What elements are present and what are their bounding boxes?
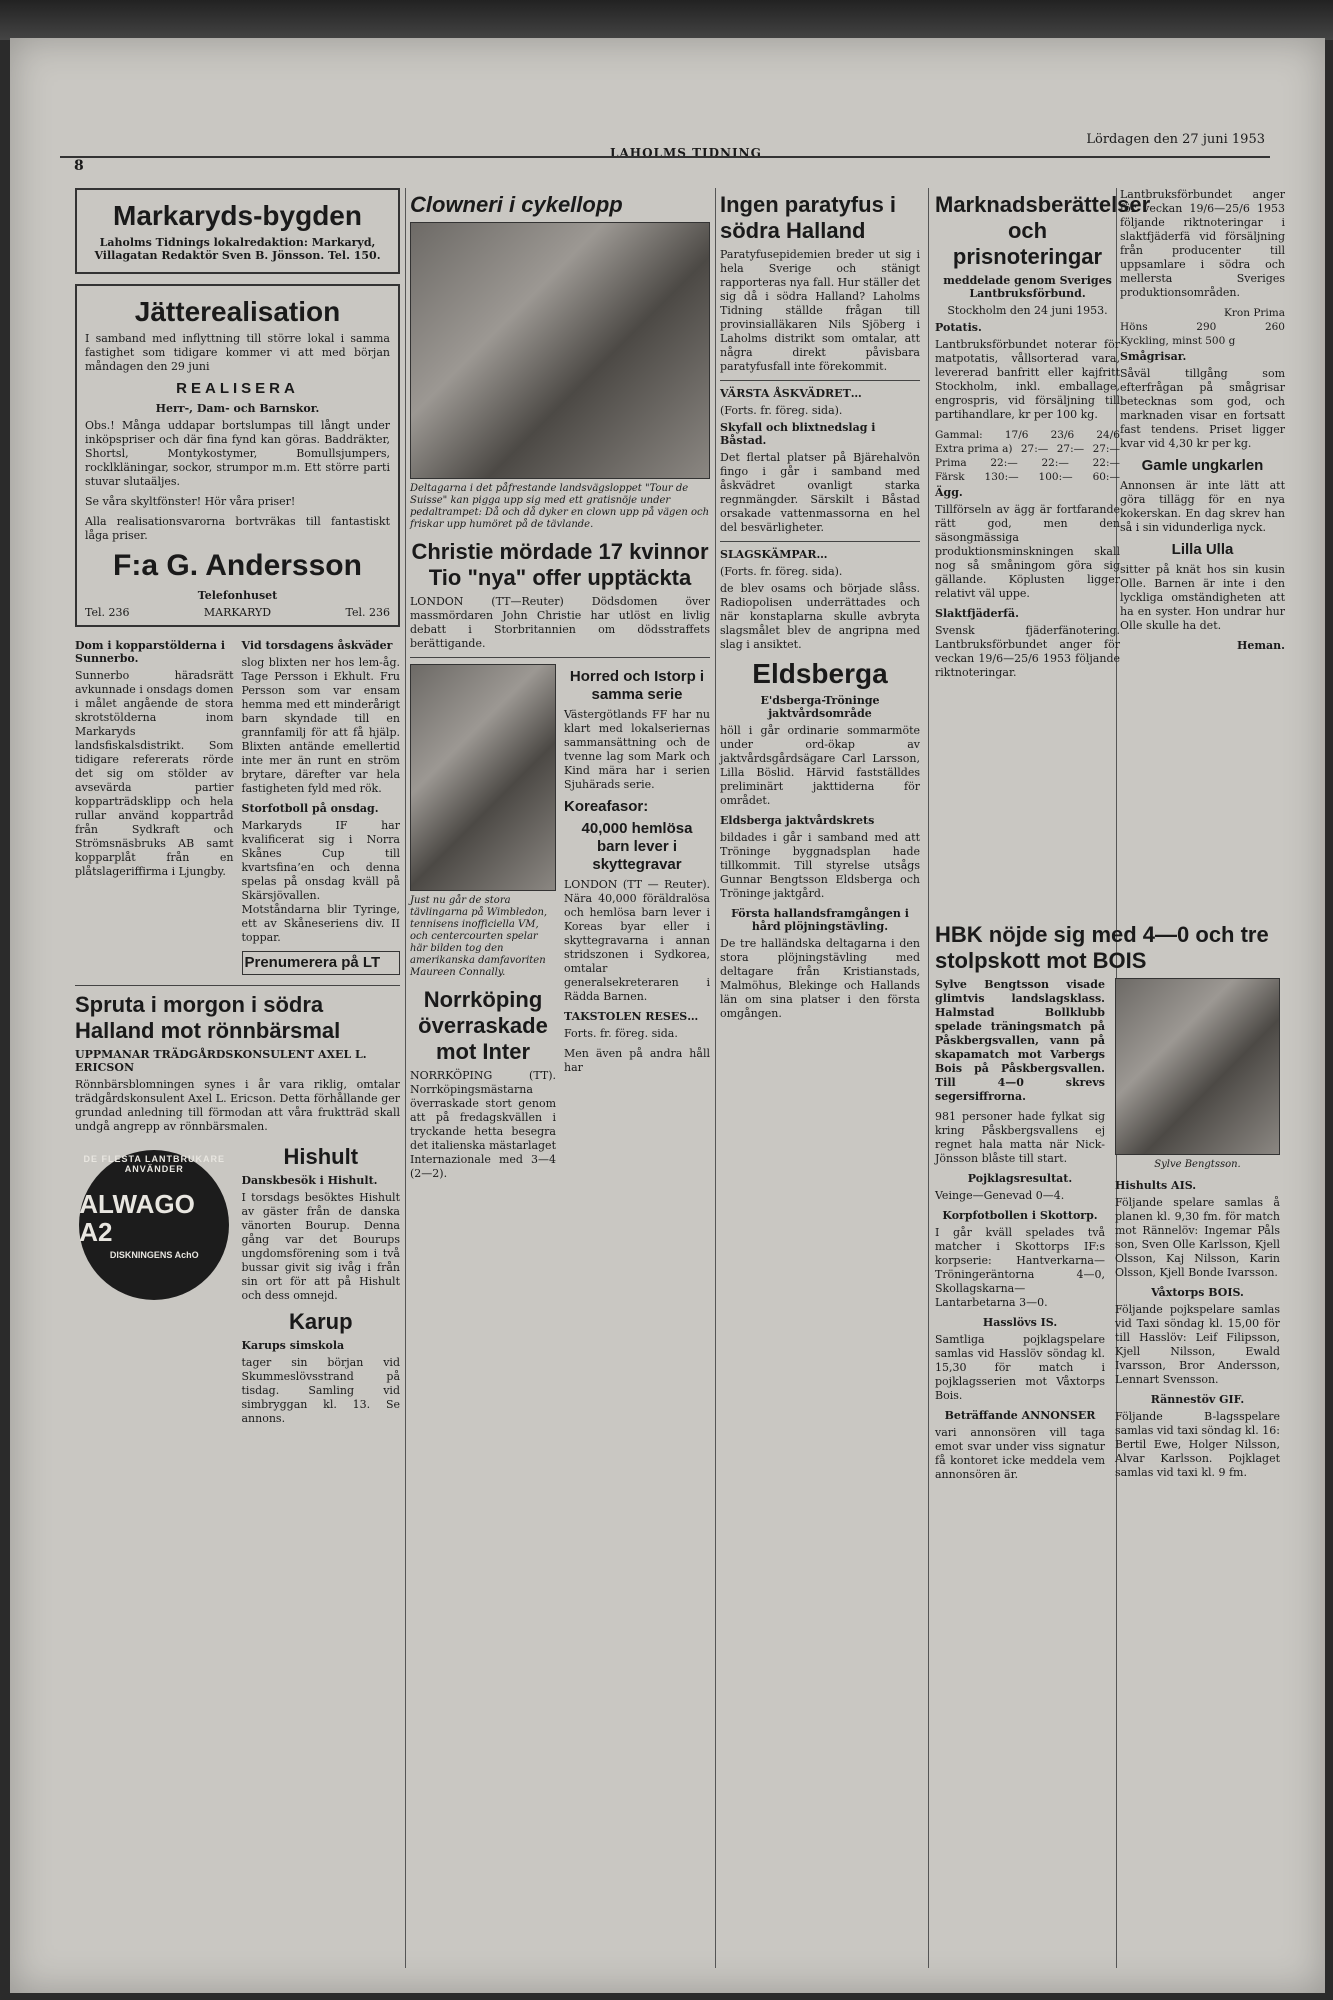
story-head: Vid torsdagens åskväder bbox=[241, 639, 393, 652]
column-right bbox=[1120, 188, 1285, 908]
two-col-stories bbox=[75, 637, 400, 979]
player-photo bbox=[1115, 978, 1280, 1155]
price-label: Färsk bbox=[935, 471, 965, 483]
story-body: sitter på knät hos sin kusin Olle. Barnen är inte i den lyckliga omständigheten att ha en syster. Hon undrar hur Olle skulle ha det. bbox=[1120, 563, 1285, 632]
ad-note: Obs.! Många uddapar bortslumpas till långt under inköpspriser och där fina fynd kan göras. Baddräkter, Shortsl, Montykostymer, Bomullsjumpers, rocklkläningar, sockor, strumpor m.m. Ett större parti stuvar slutaäljes. bbox=[85, 419, 390, 488]
story-headline: Gamle ungkarlen bbox=[1141, 457, 1264, 474]
price-value: 22:— bbox=[1041, 457, 1069, 469]
story-headline: HBK nöjde sig med 4—0 och tre stolpskott mot BOIS bbox=[935, 922, 1269, 973]
price-row bbox=[935, 428, 1120, 442]
column-rule bbox=[405, 188, 406, 1968]
price-label: Kyckling, minst 500 g bbox=[1120, 335, 1236, 347]
story-subhead: UPPMANAR TRÄDGÅRDSKONSULENT AXEL L. ERICSON bbox=[75, 1048, 367, 1074]
story-subhead: Danskbesök i Hishult. bbox=[241, 1174, 378, 1187]
story-body: Svensk fjäderfänotering. Lantbruksförbundet anger för veckan 19/6—25/6 1953 följande riktnoteringar. bbox=[935, 624, 1120, 679]
logo-ring-text: DE FLESTA LANTBRUKARE ANVÄNDER bbox=[83, 1154, 225, 1174]
price-value: 130:— bbox=[984, 471, 1019, 483]
story-body: vari annonsören vill taga emot svar under viss signatur få kontoret icke meddela vem annonsören är. bbox=[935, 1426, 1105, 1481]
korea-label: Koreafasor: bbox=[564, 798, 649, 815]
story-body: Följande B-lagsspelare samlas vid taxi söndag kl. 16: Bertil Ewe, Holger Nilsson, Alvar Karlsson. Pojklaget samlas vid taxi kl. 9 fm. bbox=[1115, 1410, 1280, 1479]
story-body: Följande pojkspelare samlas vid Taxi söndag kl. 15,00 för till Hasslöv: Leif Filipsson, Kjell Nilsson, Ewald Ivarsson, Bror Andersson, Lennart Svensson. bbox=[1115, 1303, 1280, 1386]
story-body: Såväl tillgång som efterfrågan på smågrisar betecknas som god, och marknaden visar en fortsatt fast tendens. Priset ligger kvar vid 4,30 kr per kg. bbox=[1120, 367, 1285, 450]
story-head: Potatis. bbox=[935, 321, 982, 334]
price-head: Kron Prima bbox=[1224, 307, 1285, 319]
story-hbk bbox=[935, 918, 1285, 1488]
price-label: Höns bbox=[1120, 321, 1148, 333]
signature: Heman. bbox=[1237, 639, 1285, 652]
header-rule bbox=[60, 156, 1270, 158]
price-value: 27:— bbox=[1056, 443, 1085, 455]
hbk-left bbox=[935, 978, 1105, 1488]
story-headline: Eldsberga bbox=[752, 658, 888, 689]
story-body: Följande spelare samlas å planen kl. 9,30 fm. för match mot Rännelöv: Ingemar Påls son, Sven Olle Karlsson, Kjell Olsson, Kaj Nilsson, Karin Olsson, Kjell Bonde Ivarsson. bbox=[1115, 1196, 1280, 1279]
ad-sale: Alla realisationsvarorna bortvräkas till fantastiskt låga priser. bbox=[85, 515, 390, 542]
two-col-mid bbox=[410, 664, 710, 1187]
logo-sub-text: DISKNINGENS AchO bbox=[109, 1250, 199, 1260]
price-row bbox=[935, 442, 1120, 456]
story-subhead: Våxtorps BOIS. bbox=[1151, 1286, 1244, 1299]
story-subhead: Beträffande ANNONSER bbox=[944, 1409, 1096, 1422]
story-subhead: E'dsberga-Tröninge jaktvårdsområde bbox=[760, 694, 880, 720]
story-headline: Karup bbox=[288, 1309, 353, 1334]
price-value: 22:— bbox=[1092, 457, 1120, 469]
divider bbox=[410, 657, 710, 658]
story-body: LONDON (TT—Reuter) Dödsdomen över massmördaren John Christie har utlöst en livlig debatt i Storbritannien om dödsstraffets berättigande. bbox=[410, 595, 710, 650]
ad-realisera: REALISERA bbox=[176, 380, 299, 397]
story-body: höll i går ordinarie sommarmöte under ord-ökap av jaktvårdsgårdsägare Carl Larsson, Lilla Böslid. Härvid fastställdes preliminärt jakttiderna för området. bbox=[720, 724, 920, 807]
report-date: Stockholm den 24 juni 1953. bbox=[947, 304, 1108, 317]
story-head: SLAGSKÄMPAR… bbox=[720, 548, 828, 561]
column-markaryd bbox=[75, 188, 400, 1432]
two-col-bottom bbox=[75, 1140, 400, 1432]
story-body: I går kväll spelades två matcher i Skottorps IF:s korpserie: Hantverkarna—Tröningeräntorna 4—0, Skollagskarna—Lantarbetarna 3—0. bbox=[935, 1226, 1105, 1309]
price-value: 24/6 bbox=[1096, 429, 1120, 441]
logo-main-text: ALWAGO A2 bbox=[79, 1189, 195, 1247]
story-subhead: Pojklagsresultat. bbox=[967, 1172, 1073, 1185]
story-body: Lantbruksförbundet noterar för matpotatis, vållsorterad vara, levererad banfritt eller kajfritt Stockholm, inkl. emballage, engrospris, vid försäljning till partihandlare, kr per 100 kg. bbox=[935, 338, 1120, 421]
price-label: Gammal: bbox=[935, 429, 983, 441]
story-headline: 40,000 hemlösa barn lever i skyttegravar bbox=[581, 820, 693, 873]
story-body: Tillförseln av ägg är fortfarande rätt god, men den säsongmässiga produktionsminskningen skall nog så småningom göra sig gällande. Köplusten ligger relativt väl uppe. bbox=[935, 503, 1120, 600]
ad-title: Jätterealisation bbox=[134, 296, 341, 327]
section-title: Markaryds-bygden bbox=[113, 200, 362, 231]
story-headline: Ingen paratyfus i södra Halland bbox=[720, 192, 897, 243]
photo-title: Clowneri i cykellopp bbox=[410, 192, 623, 217]
price-table bbox=[935, 428, 1120, 484]
price-value: 23/6 bbox=[1050, 429, 1075, 441]
story-cont: (Forts. fr. föreg. sida). bbox=[720, 404, 843, 417]
hbk-right bbox=[1115, 978, 1280, 1488]
price-row bbox=[1120, 320, 1285, 334]
story-headline: Christie mördade 17 kvinnor Tio "nya" offer upptäckta bbox=[411, 539, 709, 590]
story-body: Västergötlands FF har nu klart med lokalseriernas sammansättning och de tvenne lag som Mark och Kind mära har i serien Sjuhärads serie. bbox=[564, 708, 710, 791]
ad-body: I samband med inflyttning till större lokal i samma fastighet som tidigare kommer vi att med början måndagen den 29 juni bbox=[85, 332, 390, 373]
story-headline: Norrköping överraskade mot Inter bbox=[418, 987, 548, 1064]
ad-shop: Se våra skyltfönster! Hör våra priser! bbox=[85, 495, 296, 508]
story-body: NORRKÖPING (TT). Norrköpingsmästarna överraskade stort genom att på fredagskvällen i tryckande hetta besegra det italienska mästarlaget Internazionale med 3—4 (2—2). bbox=[410, 1069, 556, 1180]
story-subhead: Hasslövs IS. bbox=[982, 1316, 1058, 1329]
hbk-layout bbox=[935, 978, 1285, 1488]
price-value: 22:— bbox=[990, 457, 1018, 469]
story-subhead: Rännestöv GIF. bbox=[1150, 1393, 1245, 1406]
story-lede: Sylve Bengtsson visade glimtvis landslagsklass. Halmstad Bollklubb spelade träningsmatch på Påskbergsvallen, vann på skapamatch mot Varbergs Bois på Påskbergsvallen. Till 4—0 skrevs segersiffrorna. bbox=[935, 978, 1105, 1103]
story-body: Annonsen är inte lätt att göra tillägg för en nya kokerskan. En dag skrev han så i sin vidunderliga nyck. bbox=[1120, 479, 1285, 534]
story-body: slog blixten ner hos lem-åg. Tage Persson i Ekhult. Fru Persson som var ensam hemma med ett minderårigt barn skyndade till en grannfamilj för att få hjälp. Blixten antände emellertid inte mer än runt en ström brytare, därefter var hela fastigheten fyld med rök. bbox=[241, 656, 400, 795]
story-body: Lantbruksförbundet anger för veckan 19/6—25/6 1953 följande riktnoteringar i slaktfjäderfä vid försäljning från producenter till uppsamlare i södra och mellersta Sveriges produktionsområden. bbox=[1120, 188, 1285, 299]
ad-contact-row bbox=[85, 606, 390, 619]
story-head: Slaktfjäderfä. bbox=[935, 607, 1019, 620]
ad-city: MARKARYD bbox=[203, 606, 272, 619]
column-rule bbox=[715, 188, 716, 1968]
photo-caption: Sylve Bengtsson. bbox=[1154, 1159, 1241, 1170]
story-subhead: Karups simskola bbox=[241, 1339, 345, 1352]
ad-items: Herr-, Dam- och Barnskor. bbox=[155, 402, 320, 415]
logo-area bbox=[75, 1140, 234, 1432]
story-headline: Spruta i morgon i södra Halland mot rönnbärsmal bbox=[75, 992, 341, 1043]
photo-caption: Just nu går de stora tävlingarna på Wimbledon, tennisens inofficiella VM, och centercourten spelar här bilden tog den amerikanska damfavoriten Maureen Connally. bbox=[410, 895, 548, 978]
story-body: Markaryds IF har kvalificerat sig i Norra Skånes Cup till kvartsfina’en och denna spelas på onsdag kväll på Skärsjövallen. Motståndarna blir Tyringe, ett av Skåneseriens div. II toppar. bbox=[241, 819, 400, 944]
scan-border bbox=[0, 0, 1333, 40]
price-value: 290 bbox=[1196, 321, 1217, 333]
story-askvader bbox=[242, 637, 401, 979]
story-subhead: Eldsberga jaktvårdskrets bbox=[720, 814, 875, 827]
price-label: Extra prima a) bbox=[935, 443, 1013, 455]
story-head: Storfotboll på onsdag. bbox=[241, 802, 379, 815]
story-subhead: Skyfall och blixtnedslag i Båstad. bbox=[720, 421, 876, 447]
story-body: I torsdags besöktes Hishult av gäster från de danska vänorten Bourup. Denna gång var det Bourups ungdomsförening som i två bussar givit sig ivåg i från sin ort för att på Hishult och dess omnejd. bbox=[241, 1191, 400, 1302]
price-row bbox=[935, 456, 1120, 470]
story-body: Rönnbärsblomningen synes i år vara riklig, omtalar trädgårdskonsulent Axel L. Ericson. Detta förhållande ger grundad anledning till förmodan att våra fruktträd skall undgå angrepp av rönnbärsmalen. bbox=[75, 1078, 400, 1133]
story-head: Smågrisar. bbox=[1120, 350, 1187, 363]
price-value: 100:— bbox=[1038, 471, 1073, 483]
ad-tel-right: Tel. 236 bbox=[345, 606, 390, 619]
price-label: Prima bbox=[935, 457, 967, 469]
story-body: De tre halländska deltagarna i den stora plöjningstävling med deltagare från Kristianstads, Malmöhus, Blekinge och Hallands län om sina platser i den första omgången. bbox=[720, 937, 920, 1020]
story-body: Det flertal platser på Bjärehalvön fingo i går i samband med åskvädret ovanligt starka regnmängder. Särskilt i Båstad orsakade vattenmassorna en hel del besvärligheter. bbox=[720, 451, 920, 534]
story-hishult bbox=[242, 1140, 401, 1432]
divider bbox=[720, 380, 920, 381]
alwago-logo bbox=[79, 1150, 229, 1300]
column-local bbox=[720, 188, 920, 1027]
story-body: Samtliga pojklagspelare samlas vid Hasslöv söndag kl. 15,30 för match i pojklagsserien mot Våxtorps Bois. bbox=[935, 1333, 1105, 1402]
story-body: LONDON (TT — Reuter). Nära 40,000 föräldralösa och hemlösa barn lever i Koreas byar eller i skyttegravarna i annan stridszonen i Sydkorea, omtalar generalsekreteraren i Rädda Barnen. bbox=[564, 878, 710, 1003]
sports-block bbox=[564, 664, 710, 1187]
ad-realisation bbox=[75, 284, 400, 627]
story-body: Men även på andra håll har bbox=[564, 1047, 710, 1074]
story-body: Veinge—Genevad 0—4. bbox=[935, 1189, 1065, 1202]
story-body: de blev osams och började slåss. Radiopolisen underrättades och när konstaplarna skulle avbryta slagsmålet blev de angripna med slag i ansiktet. bbox=[720, 582, 920, 651]
price-value: 27:— bbox=[1020, 443, 1049, 455]
ad-tel-left: Tel. 236 bbox=[85, 606, 130, 619]
story-subhead: Hishults AIS. bbox=[1115, 1179, 1197, 1192]
story-headline: Lilla Ulla bbox=[1171, 541, 1234, 558]
price-head-row bbox=[1120, 306, 1285, 320]
story-body: Paratyfusepidemien breder ut sig i hela Sverige och stänigt rapporteras nya fall. Hur ställer det sig då i södra Halland? Laholms Tidning ställde frågan till provinsialläkaren Nils Sjöberg i Laholms distrikt som omtalar, att några direkt påvisbara paratyfusfall inte förekommit. bbox=[720, 248, 921, 373]
story-head: Dom i kopparstölderna i Sunnerbo. bbox=[75, 639, 226, 665]
divider bbox=[75, 985, 400, 986]
price-row bbox=[1120, 334, 1285, 348]
prenumerera-box: Prenumerera på LT bbox=[242, 951, 401, 975]
page-number: 8 bbox=[74, 158, 84, 174]
price-value: 27:— bbox=[1092, 443, 1120, 455]
story-body: 981 personer hade fylkat sig kring Påskbergsvallens ej regnet hala matta när Nick-Jönsson blåste till start. bbox=[935, 1110, 1105, 1165]
story-subhead: Korpfotbollen i Skottorp. bbox=[942, 1209, 1098, 1222]
cycling-photo bbox=[410, 222, 710, 479]
story-body: Sunnerbo häradsrätt avkunnade i onsdags domen i målet angående de stora skrotstölderna inom Markaryds landsfiskalsdistrikt. Som tidigare refererats rörde det sig om stölder av avsevärda partier kopparträdsklipp och hela rullar använd koppartråd från Sydkraft och Strömsnäsbruks AB samt kopparplåt från en plåtslageriffirma i Ljungby. bbox=[75, 669, 234, 878]
story-dom bbox=[75, 637, 234, 979]
section-subtitle: Laholms Tidnings lokalredaktion: Markaryd, Villagatan Redaktör Sven B. Jönsson. Tel. 150. bbox=[94, 236, 381, 262]
story-head: TAKSTOLEN RESES… bbox=[564, 1010, 699, 1023]
section-header-box bbox=[75, 188, 400, 274]
ad-brand: F:a G. Andersson bbox=[113, 549, 362, 582]
tennis-block bbox=[410, 664, 556, 1187]
divider bbox=[720, 541, 920, 542]
price-row bbox=[935, 470, 1120, 484]
price-value: 17/6 bbox=[1004, 429, 1029, 441]
story-subhead: Första hallandsframgången i hård plöjningstävling. bbox=[731, 907, 909, 933]
column-world bbox=[410, 188, 710, 1187]
tennis-photo bbox=[410, 664, 556, 891]
story-cont: (Forts. fr. föreg. sida). bbox=[720, 565, 843, 578]
issue-date: Lördagen den 27 juni 1953 bbox=[1086, 132, 1265, 147]
photo-caption: Deltagarna i det påfrestande landsvägsloppet "Tour de Suisse" kan pigga upp sig med ett gratisnöje under pedaltrampet: Då och då dyker en clown upp på vägen och friskar upp humöret på de tävlande. bbox=[410, 483, 710, 530]
story-body: Forts. fr. föreg. sida. bbox=[564, 1027, 678, 1040]
story-headline: Horred och Istorp i samma serie bbox=[569, 668, 705, 703]
newspaper-page bbox=[10, 38, 1325, 1993]
story-headline: Marknadsberättelser och prisnoteringar bbox=[935, 192, 1151, 269]
price-value: 260 bbox=[1264, 321, 1285, 333]
column-rule bbox=[928, 188, 929, 1968]
masthead: LAHOLMS TIDNING bbox=[610, 146, 762, 160]
ad-phone-label: Telefonhuset bbox=[197, 589, 278, 602]
story-subhead: meddelade genom Sveriges Lantbruksförbund. bbox=[943, 274, 1112, 300]
story-head: VÄRSTA ÅSKVÄDRET… bbox=[720, 387, 862, 400]
story-body: bildades i går i samband med att Tröninge byggnadsplan hade tillkommit. Till styrelse utsågs Gunnar Bengtsson Eldsberga och Tröninge jaktgård. bbox=[720, 831, 920, 900]
story-head: Ägg. bbox=[935, 486, 963, 499]
story-headline: Hishult bbox=[283, 1144, 359, 1169]
story-body: tager sin början vid Skummeslövsstrand på tisdag. Samling vid simbryggan kl. 13. Se annons. bbox=[241, 1356, 400, 1425]
price-value: 60:— bbox=[1092, 471, 1120, 483]
